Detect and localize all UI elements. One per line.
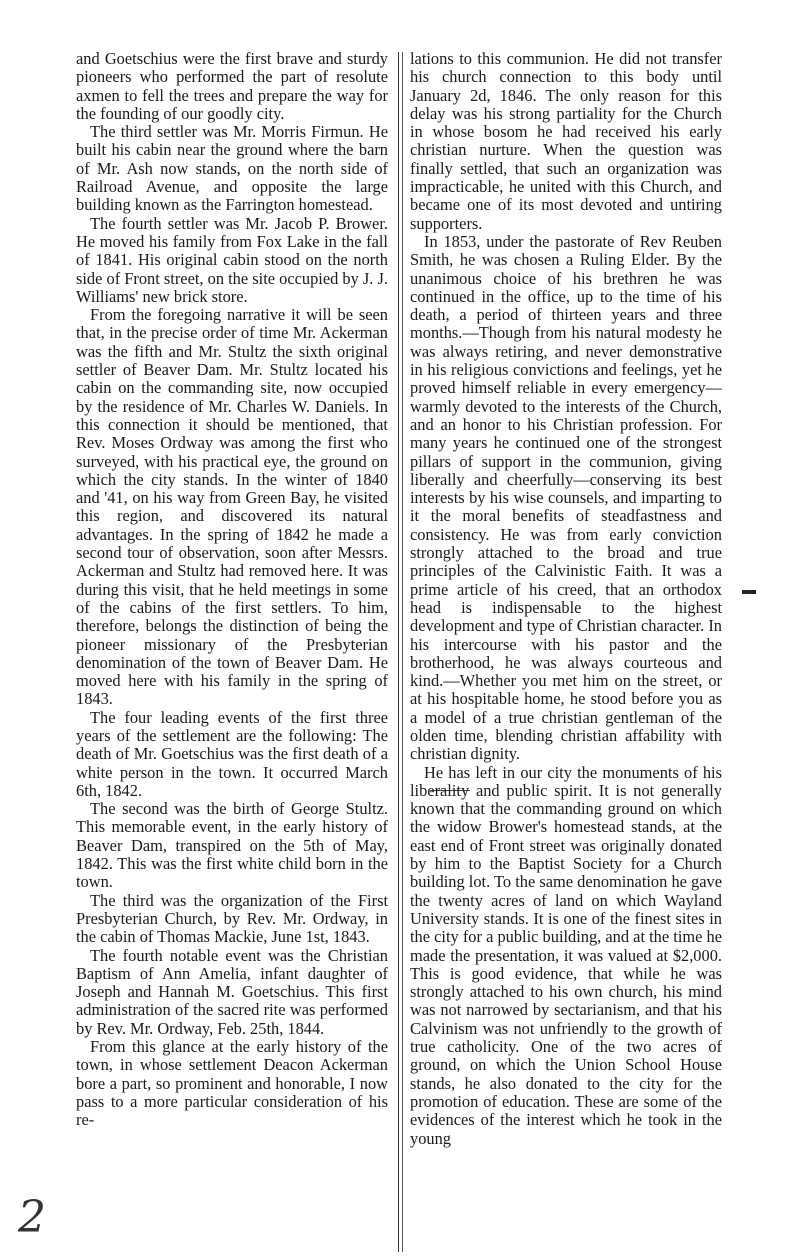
handwritten-page-number: 2 xyxy=(18,1192,46,1243)
paragraph: The fourth settler was Mr. Jacob P. Brower. He moved his family from Fox Lake in the fall of 1841. His original cabin stood on the north side of Front street, on the site occupied by J. J. Williams' new brick store. xyxy=(76,213,388,306)
paragraph: The third settler was Mr. Morris Firmun. He built his cabin near the ground where the barn of Mr. Ash now stands, on the north side of Railroad Avenue, and opposite the large building known as the Farrington homestead. xyxy=(76,122,388,215)
right-column xyxy=(410,50,722,1148)
column-rule-inner xyxy=(402,52,403,1252)
paragraph: The third was the organization of the First Presbyterian Church, by Rev. Mr. Ordway, in the cabin of Thomas Mackie, June 1st, 1843. xyxy=(76,890,388,947)
paragraph: The four leading events of the first three years of the settlement are the following: The death of Mr. Goetschius was the first death of a white person in the town. It occurred March 6th, 1842. xyxy=(76,707,388,800)
paragraph: The fourth notable event was the Christian Baptism of Ann Amelia, infant daughter of Joseph and Hannah M. Goetschius. This first administration of the sacred rite was performed by Rev. Mr. Ordway, Feb. 25th, 1844. xyxy=(76,945,388,1038)
column-rule xyxy=(398,52,399,1252)
left-column xyxy=(76,50,388,1130)
paragraph: From the foregoing narrative it will be seen that, in the precise order of time Mr. Ackerman was the fifth and Mr. Stultz the sixth original settler of Beaver Dam. Mr. Stultz located his cabin on the commanding site, now occupied by the residence of Mr. Charles W. Daniels. In this connection it should be mentioned, that Rev. Moses Ordway was among the first who surveyed, with his practical eye, the ground on which the city stands. In the winter of 1840 and '41, on his way from Green Bay, he visited this region, and discovered its natural advantages. In the spring of 1842 he made a second tour of observation, soon after Messrs. Ackerman and Stultz had removed here. It was during this visit, that he held meetings in some of the cabins of the first settlers. To him, therefore, belongs the distinction of being the pioneer missionary of the Presbyterian denomination of the town of Beaver Dam. He moved here with his family in the spring of 1843. xyxy=(76,305,388,709)
paragraph: He has left in our city the monuments of his liberality and public spirit. It is not generally known that the commanding ground on which the widow Brower's homestead stands, at the east end of Front street was originally donated by him to the Baptist Society for a Church building lot. To the same denomination he gave the twenty acres of land on which Wayland University stands. It is one of the finest sites in the city for a public building, and at the time he made the presentation, it was valued at $2,000. This is good evidence, that while he was strongly attached to his own church, his mind was not narrowed by sectarianism, and that his Calvinism was not unfriendly to the growth of true catholicity. One of the two acres of ground, on which the Union School House stands, he also donated to the city for the promotion of education. These are some of the evidences of the interest which he took in the young xyxy=(410,762,722,1148)
paragraph: The second was the birth of George Stultz. This memorable event, in the early history of Beaver Dam, transpired on the 5th of May, 1842. This was the first white child born in the town. xyxy=(76,799,388,892)
paragraph: From this glance at the early history of the town, in whose settlement Deacon Ackerman bore a part, so prominent and honorable, I now pass to a more particular consideration of his re- xyxy=(76,1037,388,1130)
paragraph: lations to this communion. He did not transfer his church connection to this body until January 2d, 1846. The only reason for this delay was his strong partiality for the Church in whose bosom he had received his early christian nurture. When the question was finally settled, that such an organization was impracticable, he united with this Church, and became one of its most devoted and untiring supporters. xyxy=(410,49,722,233)
margin-dash-mark xyxy=(742,590,756,594)
paragraph: and Goetschius were the first brave and sturdy pioneers who performed the part of resolute axmen to fell the trees and prepare the way for the founding of our goodly city. xyxy=(76,49,388,123)
paragraph: In 1853, under the pastorate of Rev Reuben Smith, he was chosen a Ruling Elder. By the unanimous choice of his brethren he was continued in the office, up to the time of his death, a period of thirteen years and three months.—Though from his natural modesty he was always retiring, and never demonstrative in his religious convictions and feelings, yet he proved himself reliable in every emergency—warmly devoted to the interests of the Church, and an honor to his Christian profession. For many years he continued one of the strongest pillars of support in the communion, giving liberally and cheerfully—conserving its best interests by his wise counsels, and imparting to it the moral benefits of steadfastness and consistency. He was from early conviction strongly attached to the broad and true principles of the Calvinistic Faith. It was a prime article of his creed, that an orthodox head is indispensable to the highest development and type of Christian character. In his intercourse with his pastor and the brotherhood, he was always courteous and kind.—Whether you met him on the street, or at his hospitable home, he stood before you as a model of a true christian gentleman of the olden time, blending christian affability with christian dignity. xyxy=(410,231,722,764)
